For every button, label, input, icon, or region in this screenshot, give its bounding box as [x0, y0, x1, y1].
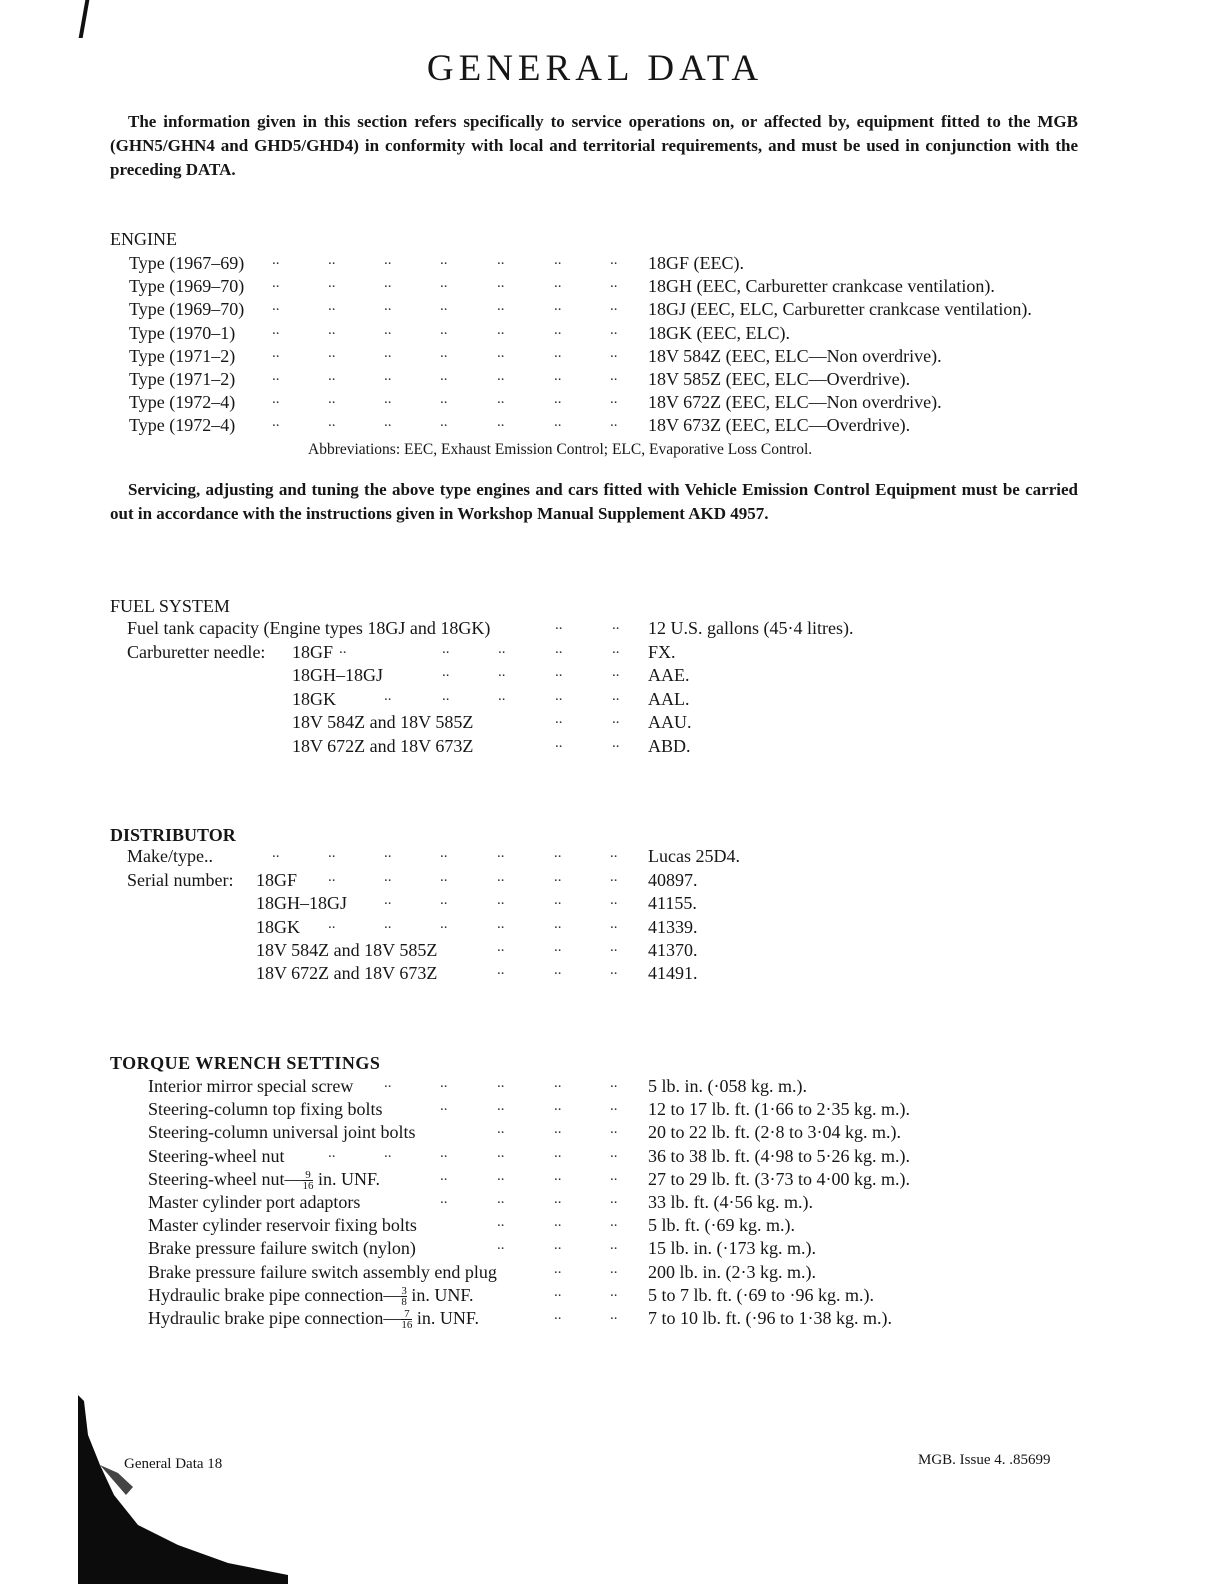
- dot-leader: ..: [497, 1167, 505, 1184]
- servicing-note: Servicing, adjusting and tuning the above type engines and cars fitted with Vehicle Emission Control Equipment must be carried out in accordance with the instructions given in Workshop Manual Supplement AKD 4957.: [110, 480, 1078, 523]
- dot-leader: ..: [498, 687, 506, 704]
- dot-leader: ..: [440, 1098, 448, 1115]
- engine-row-value: 18V 673Z (EEC, ELC—Overdrive).: [648, 415, 911, 436]
- dot-leader: ..: [384, 687, 392, 704]
- torque-row-label: Steering-wheel $nut—\frac{9}{16}$ in. UNF.: [148, 1168, 381, 1193]
- dot-leader: ..: [610, 1237, 618, 1254]
- dot-leader: ..: [497, 1191, 505, 1207]
- dot-leader: ..: [498, 641, 506, 657]
- torque-row-value: 36 to 38 lb. ft. (4·98 to 5·26 kg. m.).: [648, 1145, 910, 1166]
- dot-leader: ..: [554, 344, 562, 361]
- dot-leader: ..: [384, 344, 392, 361]
- dot-leader: ..: [440, 298, 448, 315]
- dot-leader: ..: [612, 664, 620, 681]
- needle-row-value: AAU.: [648, 712, 692, 733]
- dot-leader: ..: [497, 1214, 505, 1231]
- dot-leader: ..: [497, 962, 505, 979]
- torque-row-label: Brake pressure failure switch assembly end plug: [148, 1261, 497, 1282]
- dot-leader: ..: [442, 687, 450, 704]
- page-title: GENERAL DATA: [426, 47, 764, 89]
- make-label: Make/type..: [127, 846, 213, 866]
- dot-leader: ..: [442, 664, 450, 681]
- dot-leader: ..: [612, 617, 620, 633]
- dot-leader: ..: [328, 391, 336, 408]
- dot-leader: ..: [610, 344, 618, 361]
- needle-row-value: AAL.: [648, 688, 690, 709]
- engine-row-value: 18V 672Z (EEC, ELC—Non overdrive).: [648, 392, 942, 413]
- dot-leader: ..: [555, 711, 563, 728]
- engine-row-value: 18V 585Z (EEC, ELC—Overdrive).: [648, 369, 911, 389]
- dot-leader: ..: [554, 298, 562, 315]
- torque-row-label: Interior mirror special screw: [148, 1076, 354, 1096]
- dot-leader: ..: [554, 368, 562, 384]
- dot-leader: ..: [440, 1144, 448, 1161]
- dot-leader: ..: [497, 869, 505, 885]
- dot-leader: ..: [554, 1237, 562, 1254]
- dot-leader: ..: [497, 845, 505, 861]
- dot-leader: ..: [328, 321, 336, 338]
- serial-row-value: 41155.: [648, 893, 697, 914]
- dot-leader: ..: [272, 344, 280, 361]
- fuel-tank-row: [0, 617, 1224, 640]
- needle-row-value: AAE.: [648, 665, 690, 686]
- dot-leader: ..: [272, 275, 280, 292]
- engine-row-label: Type (1971–2): [129, 369, 236, 389]
- dot-leader: ..: [328, 344, 336, 361]
- dot-leader: ..: [497, 1121, 505, 1138]
- torque-row-value: 5 lb. ft. (·69 kg. m.).: [648, 1215, 795, 1236]
- fuel-system-heading: FUEL SYSTEM: [110, 596, 230, 616]
- fraction: $\frac{7}{16}$: [401, 1308, 413, 1332]
- needle-row-value: ABD.: [648, 735, 691, 756]
- dot-leader: ..: [440, 414, 448, 431]
- dot-leader: ..: [497, 915, 505, 932]
- engine-row-label: Type (1972–4): [129, 415, 236, 436]
- dot-leader: ..: [440, 915, 448, 932]
- dot-leader: ..: [497, 892, 505, 909]
- footer-page-label: General Data 18: [124, 1456, 223, 1472]
- dot-leader: ..: [384, 892, 392, 909]
- dot-leader: ..: [384, 252, 392, 268]
- dot-leader: ..: [497, 1237, 505, 1254]
- fuel-tank-label: Fuel tank capacity (Engine types 18GJ and 18GK): [127, 618, 491, 638]
- dot-leader: ..: [440, 1075, 448, 1091]
- dot-leader: ..: [612, 734, 620, 751]
- dot-leader: ..: [555, 617, 563, 633]
- dot-leader: ..: [555, 687, 563, 704]
- serial-row-value: 41339.: [648, 916, 698, 937]
- dot-leader: ..: [612, 641, 620, 657]
- dot-leader: ..: [442, 641, 450, 657]
- needle-row-label: 18V 584Z and 18V 585Z: [292, 712, 474, 733]
- dot-leader: ..: [612, 711, 620, 728]
- dot-leader: ..: [384, 321, 392, 338]
- dot-leader: ..: [554, 1144, 562, 1161]
- dot-leader: ..: [554, 962, 562, 979]
- dot-leader: ..: [328, 845, 336, 861]
- dot-leader: ..: [440, 391, 448, 408]
- dot-leader: ..: [440, 892, 448, 909]
- dot-leader: ..: [554, 915, 562, 932]
- fuel-tank-value: 12 U.S. gallons (45·4 litres).: [648, 618, 854, 638]
- engine-heading: ENGINE: [110, 229, 177, 249]
- serial-label: Serial number:: [127, 870, 234, 890]
- carb-needle-label: Carburetter needle:: [127, 642, 266, 662]
- engine-row: [0, 414, 1224, 437]
- dot-leader: ..: [272, 391, 280, 408]
- dot-leader: ..: [554, 1214, 562, 1231]
- torque-row-label: Master cylinder reservoir fixing bolts: [148, 1215, 417, 1236]
- dot-leader: ..: [610, 869, 618, 885]
- dot-leader: ..: [497, 1098, 505, 1115]
- torque-row-label: Steering-wheel nut: [148, 1145, 285, 1166]
- dot-leader: ..: [497, 1075, 505, 1091]
- torque-row-label: Master cylinder port adaptors: [148, 1192, 361, 1212]
- dot-leader: ..: [555, 641, 563, 657]
- dot-leader: ..: [272, 845, 280, 861]
- dot-leader: ..: [554, 869, 562, 885]
- dot-leader: ..: [497, 321, 505, 338]
- dot-leader: ..: [339, 641, 347, 657]
- torque-row-value: 5 to 7 lb. ft. (·69 to ·96 kg. m.).: [648, 1284, 874, 1305]
- needle-row: [0, 735, 1224, 758]
- engine-row-value: 18GJ (EEC, ELC, Carburetter crankcase ventilation).: [648, 299, 1032, 320]
- serial-row-label: 18V 584Z and 18V 585Z: [256, 939, 438, 960]
- dot-leader: ..: [610, 1283, 618, 1300]
- torque-row-value: 12 to 17 lb. ft. (1·66 to 2·35 kg. m.).: [648, 1099, 910, 1120]
- engine-row-label: Type (1970–1): [129, 322, 236, 343]
- dot-leader: ..: [384, 1075, 392, 1091]
- torque-row: [0, 1307, 1224, 1330]
- needle-row-value: FX.: [648, 642, 676, 662]
- serial-row-value: 41370.: [648, 939, 698, 960]
- dot-leader: ..: [610, 892, 618, 909]
- dot-leader: ..: [554, 1121, 562, 1138]
- distributor-make-row: [0, 845, 1224, 868]
- dot-leader: ..: [612, 687, 620, 704]
- dot-leader: ..: [440, 869, 448, 885]
- dot-leader: ..: [610, 414, 618, 431]
- dot-leader: ..: [272, 298, 280, 315]
- dot-leader: ..: [554, 1098, 562, 1115]
- dot-leader: ..: [328, 915, 336, 932]
- serial-row-label: 18V 672Z and 18V 673Z: [256, 963, 438, 984]
- engine-row-label: Type (1972–4): [129, 392, 236, 413]
- dot-leader: ..: [610, 915, 618, 932]
- dot-leader: ..: [328, 368, 336, 384]
- engine-row-label: Type (1969–70): [129, 276, 245, 297]
- dot-leader: ..: [328, 1144, 336, 1161]
- dot-leader: ..: [554, 321, 562, 338]
- dot-leader: ..: [328, 252, 336, 268]
- dot-leader: ..: [610, 938, 618, 955]
- dot-leader: ..: [497, 414, 505, 431]
- dot-leader: ..: [497, 252, 505, 268]
- torque-row-label: Steering-column top fixing bolts: [148, 1099, 383, 1120]
- serial-row: [0, 962, 1224, 985]
- dot-leader: ..: [272, 414, 280, 431]
- dot-leader: ..: [440, 1191, 448, 1207]
- footer-issue: MGB. Issue 4. .85699: [918, 1452, 1051, 1468]
- torque-row-label: Brake pressure failure switch (nylon): [148, 1238, 416, 1259]
- dot-leader: ..: [610, 321, 618, 338]
- dot-leader: ..: [554, 1283, 562, 1300]
- dot-leader: ..: [610, 275, 618, 292]
- engine-row-value: 18V 584Z (EEC, ELC—Non overdrive).: [648, 345, 942, 366]
- engine-row-label: Type (1967–69): [129, 253, 245, 273]
- dot-leader: ..: [610, 1121, 618, 1138]
- dot-leader: ..: [272, 321, 280, 338]
- serial-row-label: 18GH–18GJ: [256, 893, 348, 914]
- engine-row-value: 18GF (EEC).: [648, 253, 744, 273]
- torque-row-value: 15 lb. in. (·173 kg. m.).: [648, 1238, 816, 1259]
- torque-row-label: Steering-column universal joint bolts: [148, 1122, 416, 1143]
- dot-leader: ..: [440, 368, 448, 384]
- torque-row-value: 27 to 29 lb. ft. (3·73 to 4·00 kg. m.).: [648, 1168, 910, 1189]
- abbreviations-note: Abbreviations: EEC, Exhaust Emission Control; ELC, Evaporative Loss Control.: [308, 440, 813, 458]
- intro-paragraph: The information given in this section refers specifically to service operations on, or affected by, equipment fitted to the MGB (GHN5/GHN4 and GHD5/GHD4) in conformity with local and territorial requirements, and must be used in conjunction with the preceding DATA.: [110, 112, 1078, 179]
- dot-leader: ..: [384, 414, 392, 431]
- torque-row-value: 7 to 10 lb. ft. (·96 to 1·38 kg. m.).: [648, 1308, 892, 1328]
- dot-leader: ..: [328, 275, 336, 292]
- dot-leader: ..: [272, 252, 280, 268]
- scan-corner-mark: [79, 0, 90, 38]
- needle-row-label: 18GH–18GJ: [292, 665, 384, 686]
- dot-leader: ..: [555, 734, 563, 751]
- serial-row-value: 41491.: [648, 963, 698, 984]
- dot-leader: ..: [497, 1144, 505, 1161]
- dot-leader: ..: [440, 1167, 448, 1184]
- make-value: Lucas 25D4.: [648, 846, 740, 866]
- dot-leader: ..: [610, 1214, 618, 1231]
- dot-leader: ..: [610, 1075, 618, 1091]
- torque-row-value: 20 to 22 lb. ft. (2·8 to 3·04 kg. m.).: [648, 1122, 901, 1143]
- dot-leader: ..: [384, 915, 392, 932]
- dot-leader: ..: [610, 1144, 618, 1161]
- engine-row-label: Type (1969–70): [129, 299, 245, 320]
- dot-leader: ..: [554, 1260, 562, 1277]
- dot-leader: ..: [440, 321, 448, 338]
- dot-leader: ..: [554, 1191, 562, 1207]
- distributor-heading: DISTRIBUTOR: [110, 825, 236, 845]
- engine-row-value: 18GK (EEC, ELC).: [648, 322, 790, 343]
- dot-leader: ..: [610, 1167, 618, 1184]
- dot-leader: ..: [497, 275, 505, 292]
- dot-leader: ..: [384, 845, 392, 861]
- serial-row-label: 18GK: [256, 916, 300, 937]
- needle-row-label: 18V 672Z and 18V 673Z: [292, 735, 474, 756]
- dot-leader: ..: [497, 368, 505, 384]
- torque-heading: TORQUE WRENCH SETTINGS: [110, 1053, 381, 1073]
- dot-leader: ..: [497, 938, 505, 955]
- dot-leader: ..: [384, 368, 392, 384]
- dot-leader: ..: [610, 845, 618, 861]
- dot-leader: ..: [554, 845, 562, 861]
- dot-leader: ..: [610, 1260, 618, 1277]
- dot-leader: ..: [497, 298, 505, 315]
- dot-leader: ..: [554, 938, 562, 955]
- dot-leader: ..: [497, 391, 505, 408]
- dot-leader: ..: [610, 1098, 618, 1115]
- serial-row-label: 18GF: [256, 870, 298, 890]
- dot-leader: ..: [610, 368, 618, 384]
- dot-leader: ..: [440, 344, 448, 361]
- dot-leader: ..: [554, 391, 562, 408]
- dot-leader: ..: [272, 368, 280, 384]
- dot-leader: ..: [610, 391, 618, 408]
- dot-leader: ..: [384, 869, 392, 885]
- dot-leader: ..: [384, 1144, 392, 1161]
- dot-leader: ..: [328, 298, 336, 315]
- dot-leader: ..: [440, 275, 448, 292]
- dot-leader: ..: [328, 869, 336, 885]
- torque-row-label: Hydraulic brake pipe $connection—\frac{7}{16}$ in. UNF.: [148, 1308, 479, 1332]
- dot-leader: ..: [610, 1191, 618, 1207]
- torque-row-label: Hydraulic brake pipe $connection—\frac{3}{8}$ in. UNF.: [148, 1284, 474, 1309]
- dot-leader: ..: [610, 1307, 618, 1323]
- dot-leader: ..: [554, 275, 562, 292]
- torque-row-value: 33 lb. ft. (4·56 kg. m.).: [648, 1192, 813, 1212]
- dot-leader: ..: [384, 298, 392, 315]
- dot-leader: ..: [554, 1307, 562, 1323]
- dot-leader: ..: [384, 391, 392, 408]
- serial-row-value: 40897.: [648, 870, 698, 890]
- torque-row-value: 5 lb. in. (·058 kg. m.).: [648, 1076, 807, 1096]
- needle-row-label: 18GF: [292, 642, 334, 662]
- scan-shadow-edge: [78, 1395, 288, 1584]
- dot-leader: ..: [555, 664, 563, 681]
- dot-leader: ..: [384, 275, 392, 292]
- dot-leader: ..: [440, 845, 448, 861]
- dot-leader: ..: [610, 298, 618, 315]
- dot-leader: ..: [554, 1167, 562, 1184]
- fraction: $\frac{3}{8}$: [401, 1285, 407, 1309]
- dot-leader: ..: [610, 252, 618, 268]
- dot-leader: ..: [440, 252, 448, 268]
- dot-leader: ..: [498, 664, 506, 681]
- dot-leader: ..: [554, 414, 562, 431]
- dot-leader: ..: [554, 252, 562, 268]
- engine-row-label: Type (1971–2): [129, 345, 236, 366]
- dot-leader: ..: [554, 1075, 562, 1091]
- dot-leader: ..: [554, 892, 562, 909]
- dot-leader: ..: [610, 962, 618, 979]
- dot-leader: ..: [328, 414, 336, 431]
- torque-row-value: 200 lb. in. (2·3 kg. m.).: [648, 1261, 816, 1282]
- needle-row-label: 18GK: [292, 688, 336, 709]
- engine-row-value: 18GH (EEC, Carburetter crankcase ventilation).: [648, 276, 995, 297]
- dot-leader: ..: [497, 344, 505, 361]
- fraction: $\frac{9}{16}$: [302, 1169, 314, 1193]
